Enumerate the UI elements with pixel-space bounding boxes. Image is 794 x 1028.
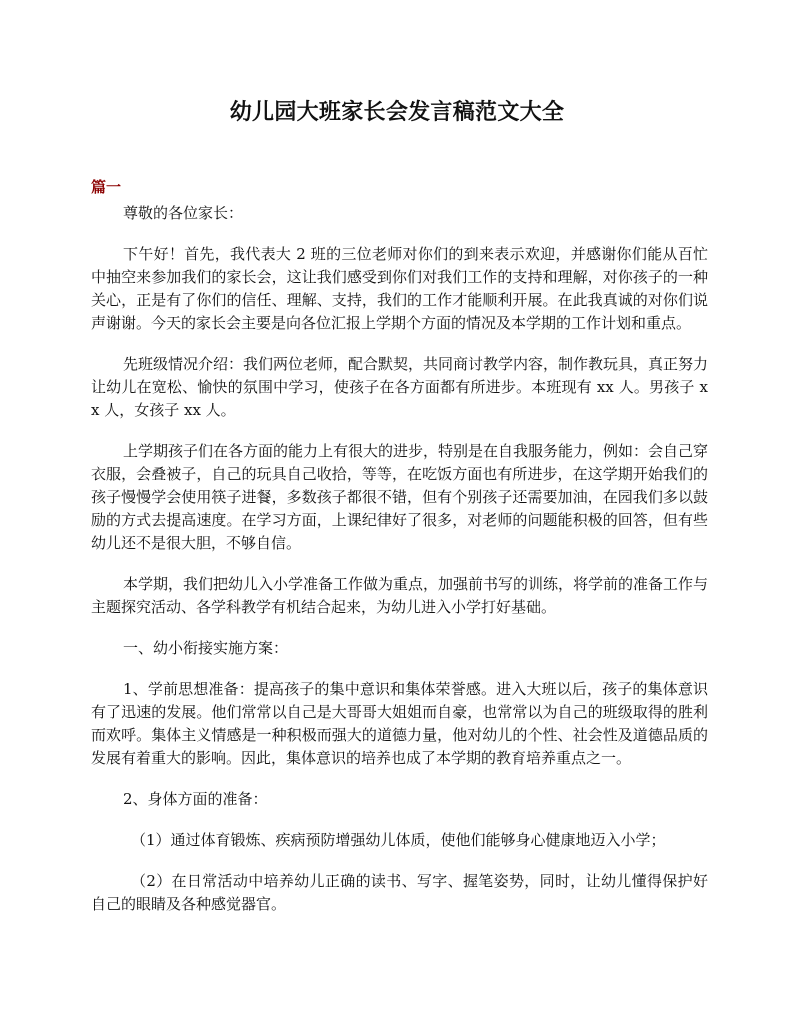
paragraph-preparation-one: 1、学前思想准备：提高孩子的集中意识和集体荣誉感。进入大班以后，孩子的集体意识有了迅速的发展。他们常常以自己是大哥哥大姐姐而自豪，也常常以为自己的班级取得的胜利而欢呼。集体主义情感是一种积极而强大的道德力量，他对幼儿的个性、社会性及道德品质的发展有着重大的影响。因此，集体意识的培养也成了本学期的教育培养重点之一。	[91, 680, 708, 767]
paragraph-class-intro: 先班级情况介绍：我们两位老师，配合默契，共同商讨教学内容，制作教玩具，真正努力让幼儿在宽松、愉快的氛围中学习，使孩子在各方面都有所进步。本班现有 xx 人。男孩子 xx 人，女孩子 xx 人。	[91, 355, 709, 419]
paragraph-list-item-two: （2）在日常活动中培养幼儿正确的读书、写字、握笔姿势，同时，让幼儿懂得保护好自己的眼睛及各种感觉器官。	[91, 872, 708, 913]
paragraph-preparation-two: 2、身体方面的准备：	[123, 790, 268, 808]
greeting-line: 尊敬的各位家长：	[123, 204, 244, 222]
paragraph-plan-heading: 一、幼小衔接实施方案：	[123, 639, 289, 657]
document-body	[91, 176, 708, 934]
paragraph-opening: 下午好！首先，我代表大 2 班的三位老师对你们的到来表示欢迎，并感谢你们能从百忙中抽空来参加我们的家长会，这让我们感受到你们对我们工作的支持和理解，对你孩子的一种关心，正是有了你们的信任、理解、支持，我们的工作才能顺利开展。在此我真诚的对你们说声谢谢。今天的家长会主要是向各位汇报上学期个方面的情况及本学期的工作计划和重点。	[91, 245, 708, 332]
section-heading: 篇一	[91, 178, 122, 196]
paragraph-list-item-one: （1）通过体育锻炼、疾病预防增强幼儿体质，使他们能够身心健康地迈入小学；	[131, 831, 666, 849]
paragraph-last-semester: 上学期孩子们在各方面的能力上有很大的进步，特别是在自我服务能力，例如：会自己穿衣服，会叠被子，自己的玩具自己收拾，等等，在吃饭方面也有所进步，在这学期开始我们的孩子慢慢学会使用筷子进餐，多数孩子都很不错，但有个别孩子还需要加油，在园我们多以鼓励的方式去提高速度。在学习方面，上课纪律好了很多，对老师的问题能积极的回答，但有些幼儿还不是很大胆，不够自信。	[91, 442, 709, 552]
document-title: 幼儿园大班家长会发言稿范文大全	[229, 99, 565, 125]
paragraph-this-semester: 本学期，我们把幼儿入小学准备工作做为重点，加强前书写的训练，将学前的准备工作与主题探究活动、各学科教学有机结合起来，为幼儿进入小学打好基础。	[91, 575, 709, 616]
